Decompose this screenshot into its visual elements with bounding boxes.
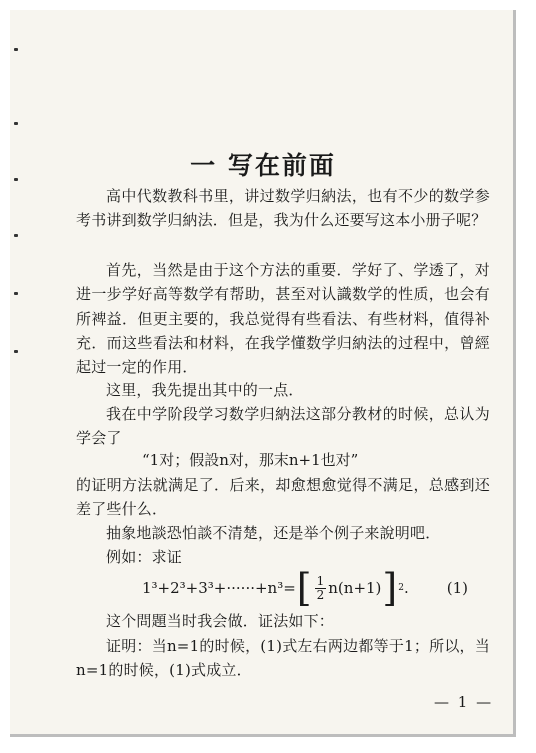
paragraph: 例如：求证: [106, 548, 183, 566]
equation-exponent: 2: [398, 583, 404, 593]
binding-hole-mark: [14, 350, 18, 353]
close-bracket: ]: [382, 566, 398, 610]
paragraph: 高中代数教科书里，讲过数学归納法，也有不少的数学参考书讲到数学归納法．但是，我为什么还要写这本小册子呢？: [76, 187, 490, 230]
paragraph: 这里，我先提出其中的一点．: [106, 381, 304, 399]
fraction: [315, 575, 327, 602]
fraction-denominator: 2: [316, 587, 325, 602]
paragraph: 证明：当n=1的时候，(1)式左右两边都等于1；所以，当n=1的时候，(1)式成立．: [76, 637, 490, 680]
quoted-statement: “1对；假設n对，那末n+1也对”: [142, 451, 359, 469]
binding-hole-mark: [14, 234, 18, 237]
equation-period: .: [403, 579, 409, 597]
paragraph: 的证明方法就满足了．后来，却愈想愈觉得不满足，总感到还差了些什么．: [76, 476, 490, 519]
binding-hole-mark: [14, 292, 18, 295]
paragraph: 这个問題当时我会做．证法如下：: [106, 612, 335, 630]
equation-lhs: 1³+2³+3³+······+n³=: [142, 579, 296, 597]
equation-inner: n(n+1): [328, 579, 382, 597]
binding-hole-mark: [14, 122, 18, 125]
open-bracket: [: [296, 566, 312, 610]
page-number: — 1 —: [434, 693, 494, 711]
fraction-numerator: 1: [316, 573, 325, 588]
binding-hole-mark: [14, 48, 18, 51]
equation-1: [142, 566, 468, 610]
paragraph: 我在中学阶段学习数学归納法这部分教材的时候，总认为学会了: [76, 405, 490, 448]
paragraph: 首先，当然是由于这个方法的重要．学好了、学透了，对进一步学好高等数学有帮助，甚至对认識数学的性质，也会有所裨益．但更主要的，我总觉得有些看法、有些材料，值得补充．而这些看法和材料，在我学懂数学归納法的过程中，曾經起过一定的作用．: [76, 261, 490, 377]
chapter-title: 一 写在前面: [190, 151, 336, 180]
equation-number: (1): [446, 579, 468, 597]
paragraph: 抽象地談恐怕談不清楚，还是举个例子来說明吧．: [106, 524, 441, 542]
book-page: [10, 10, 516, 737]
